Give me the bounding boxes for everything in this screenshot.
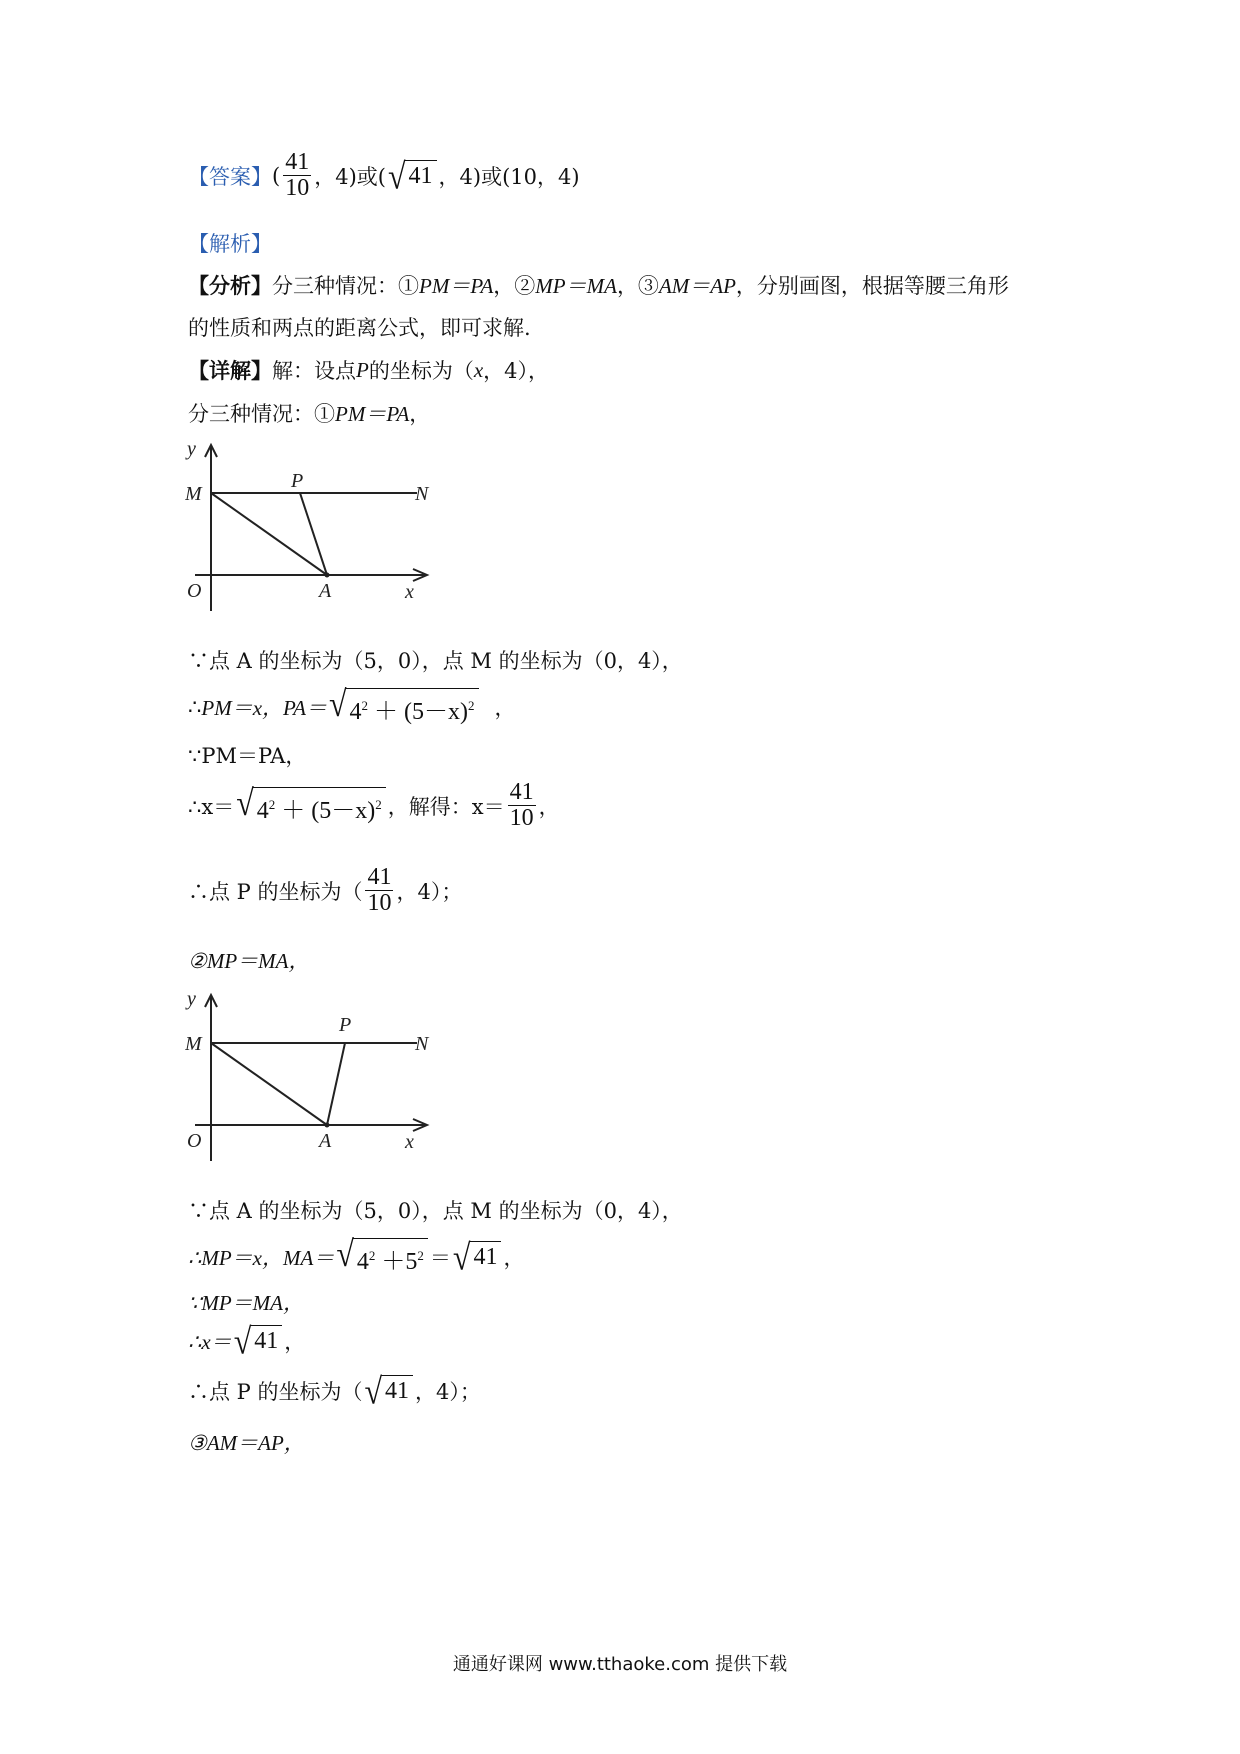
- answer-tag: 【答案】: [188, 164, 272, 189]
- radicand-plus-5: ＋5: [381, 1249, 418, 1275]
- answer-line: [188, 150, 580, 201]
- fenxi-t3: ，③: [616, 274, 659, 298]
- label-N: N: [415, 1033, 429, 1055]
- equals: ＝: [429, 1246, 451, 1270]
- comma: ，: [494, 696, 516, 720]
- label-A: A: [319, 1130, 332, 1152]
- radicand-plus: ＋: [374, 699, 399, 725]
- radicand-paren: (5－x): [404, 699, 469, 725]
- exponent: 2: [268, 796, 276, 812]
- point-A: [325, 1123, 330, 1128]
- fenxi-t1: 分三种情况：①: [272, 274, 419, 298]
- radical-icon: √: [336, 1232, 354, 1275]
- label-O: O: [187, 580, 202, 602]
- xiangjie-t2: 的坐标为（: [368, 359, 474, 383]
- radicand-plus: ＋: [281, 797, 306, 824]
- radical-icon: √: [364, 1370, 383, 1412]
- xiangjie-t3: ，4），: [483, 359, 550, 383]
- case2-since-1: ∵点 A 的坐标为（5，0），点 M 的坐标为（0，4），: [188, 1199, 683, 1223]
- fenxi-line-1: [188, 270, 1009, 300]
- case2-coord-a: ∴点 P 的坐标为（: [188, 1380, 363, 1404]
- exponent: 2: [468, 698, 475, 713]
- segment-MA: [211, 1043, 327, 1125]
- radicand: [353, 1238, 428, 1276]
- label-N: N: [415, 483, 429, 505]
- case1-coord-b: ，4）；: [396, 879, 463, 904]
- exponent: 2: [375, 796, 382, 812]
- xiangjie-p: P: [356, 357, 369, 382]
- label-x: x: [405, 581, 414, 603]
- sqrt-radicand: 41: [405, 160, 437, 192]
- case1-x-eq: ∴x＝: [188, 794, 235, 819]
- case2-therefore-1: [188, 1232, 525, 1278]
- radicand: 41: [381, 1375, 413, 1407]
- label-O: O: [187, 1130, 202, 1152]
- case2-coord-sqrt: [364, 1370, 413, 1412]
- answer-open: (: [272, 163, 281, 188]
- point-A: [325, 573, 330, 578]
- coordinate-diagram-1: [185, 435, 445, 615]
- radical-icon: √: [328, 682, 347, 725]
- coordinate-diagram-2: [185, 985, 445, 1165]
- xiangjie-line: [188, 355, 549, 385]
- case1-intro-c: ，: [409, 402, 431, 426]
- radicand: [346, 688, 479, 726]
- fenxi-e3: AM＝AP: [658, 274, 736, 298]
- case2-radical-1: [336, 1232, 428, 1276]
- fraction-denominator: 10: [509, 805, 534, 832]
- case1-intro-b: PM＝PA: [335, 402, 410, 426]
- radical-icon: √: [387, 154, 406, 197]
- case1-since-2: ∵PM＝PA，: [188, 744, 307, 768]
- fenxi-t2: ，②: [493, 274, 536, 298]
- exponent: 2: [417, 1248, 424, 1263]
- case1-radical-2: [236, 781, 386, 825]
- xiangjie-tag: 【详解】: [188, 358, 272, 383]
- fraction-denominator: 10: [285, 175, 310, 202]
- exponent: 2: [361, 698, 369, 713]
- case2-since-2: ∵MP＝MA，: [188, 1291, 305, 1315]
- comma: ，: [284, 1330, 306, 1354]
- fenxi-e2: MP＝MA: [535, 274, 617, 298]
- case2-coord-b: ，4）；: [415, 1380, 481, 1404]
- label-M: M: [185, 1033, 202, 1055]
- radicand-4: 4: [356, 1249, 369, 1275]
- fenxi-line-2: 的性质和两点的距离公式，即可求解.: [188, 316, 531, 340]
- xiangjie-t1: 解：设点: [272, 359, 356, 383]
- case1-coord-a: ∴点 P 的坐标为（: [188, 879, 363, 904]
- case1-fraction: [508, 780, 536, 831]
- radicand: 41: [250, 1325, 282, 1357]
- fenxi-tag: 【分析】: [188, 273, 272, 298]
- case1-radical-1: [328, 682, 479, 726]
- label-A: A: [319, 580, 332, 602]
- case2-sqrt41-b: [233, 1320, 283, 1362]
- comma: ，: [503, 1246, 525, 1270]
- radical-icon: √: [233, 1320, 252, 1362]
- answer-end: ，4)或(10，4): [438, 164, 580, 189]
- case2-sqrt41: [452, 1236, 502, 1278]
- fraction-denominator: 10: [367, 890, 392, 917]
- case2-therefore-3: [188, 1370, 481, 1412]
- label-y: y: [187, 988, 196, 1010]
- answer-fraction: [283, 150, 311, 201]
- label-P: P: [291, 470, 304, 492]
- radicand-4: 4: [256, 797, 269, 824]
- case1-coord-fraction: [365, 865, 393, 916]
- case2-x-eq: ∴x＝: [188, 1330, 232, 1354]
- radical-icon: √: [452, 1236, 471, 1278]
- case1-intro-a: 分三种情况：①: [188, 402, 335, 426]
- case1-therefore-1: [188, 682, 516, 726]
- radicand-paren: (5－x): [311, 797, 376, 824]
- xiangjie-x: x: [473, 357, 484, 382]
- fraction-numerator: 41: [367, 864, 392, 890]
- fraction-numerator: 41: [285, 149, 310, 175]
- fenxi-t4: ，分别画图，根据等腰三角形: [735, 274, 1009, 298]
- comma: ，: [538, 794, 560, 819]
- radical-icon: √: [236, 781, 254, 823]
- fenxi-e1: PM＝PA: [419, 274, 494, 298]
- label-P: P: [339, 1014, 352, 1036]
- answer-mid: ，4)或(: [314, 164, 386, 189]
- case1-since-1: ∵点 A 的坐标为（5，0），点 M 的坐标为（0，4），: [188, 649, 683, 673]
- case2-therefore-2: [188, 1320, 306, 1362]
- label-x: x: [405, 1131, 414, 1153]
- case3-intro: ③AM＝AP，: [188, 1431, 305, 1455]
- case1-solve: ，解得：x＝: [387, 794, 505, 819]
- radicand: 41: [469, 1241, 501, 1273]
- page-footer: 通通好课网 www.tthaoke.com 提供下载: [452, 1654, 788, 1675]
- jiexi-tag: 【解析】: [188, 232, 272, 256]
- label-M: M: [185, 483, 202, 505]
- case2-intro: ②MP＝MA，: [188, 949, 310, 973]
- case1-intro: [188, 398, 430, 428]
- radicand: [253, 787, 386, 825]
- segment-PA: [300, 493, 327, 575]
- case1-therefore-3: [188, 865, 462, 916]
- radicand-4: 4: [349, 699, 362, 725]
- segment-MA: [211, 493, 327, 575]
- case1-therefore-2: [188, 780, 560, 831]
- answer-sqrt: [387, 154, 437, 197]
- therefore-icon: ∴: [188, 695, 202, 719]
- exponent: 2: [368, 1248, 376, 1263]
- case1-pm-pa: PM＝x，PA＝: [201, 696, 327, 720]
- case2-mp-ma: ∴MP＝x，MA＝: [188, 1246, 335, 1270]
- fraction-numerator: 41: [509, 779, 534, 805]
- label-y: y: [187, 438, 196, 460]
- segment-PA: [327, 1043, 345, 1125]
